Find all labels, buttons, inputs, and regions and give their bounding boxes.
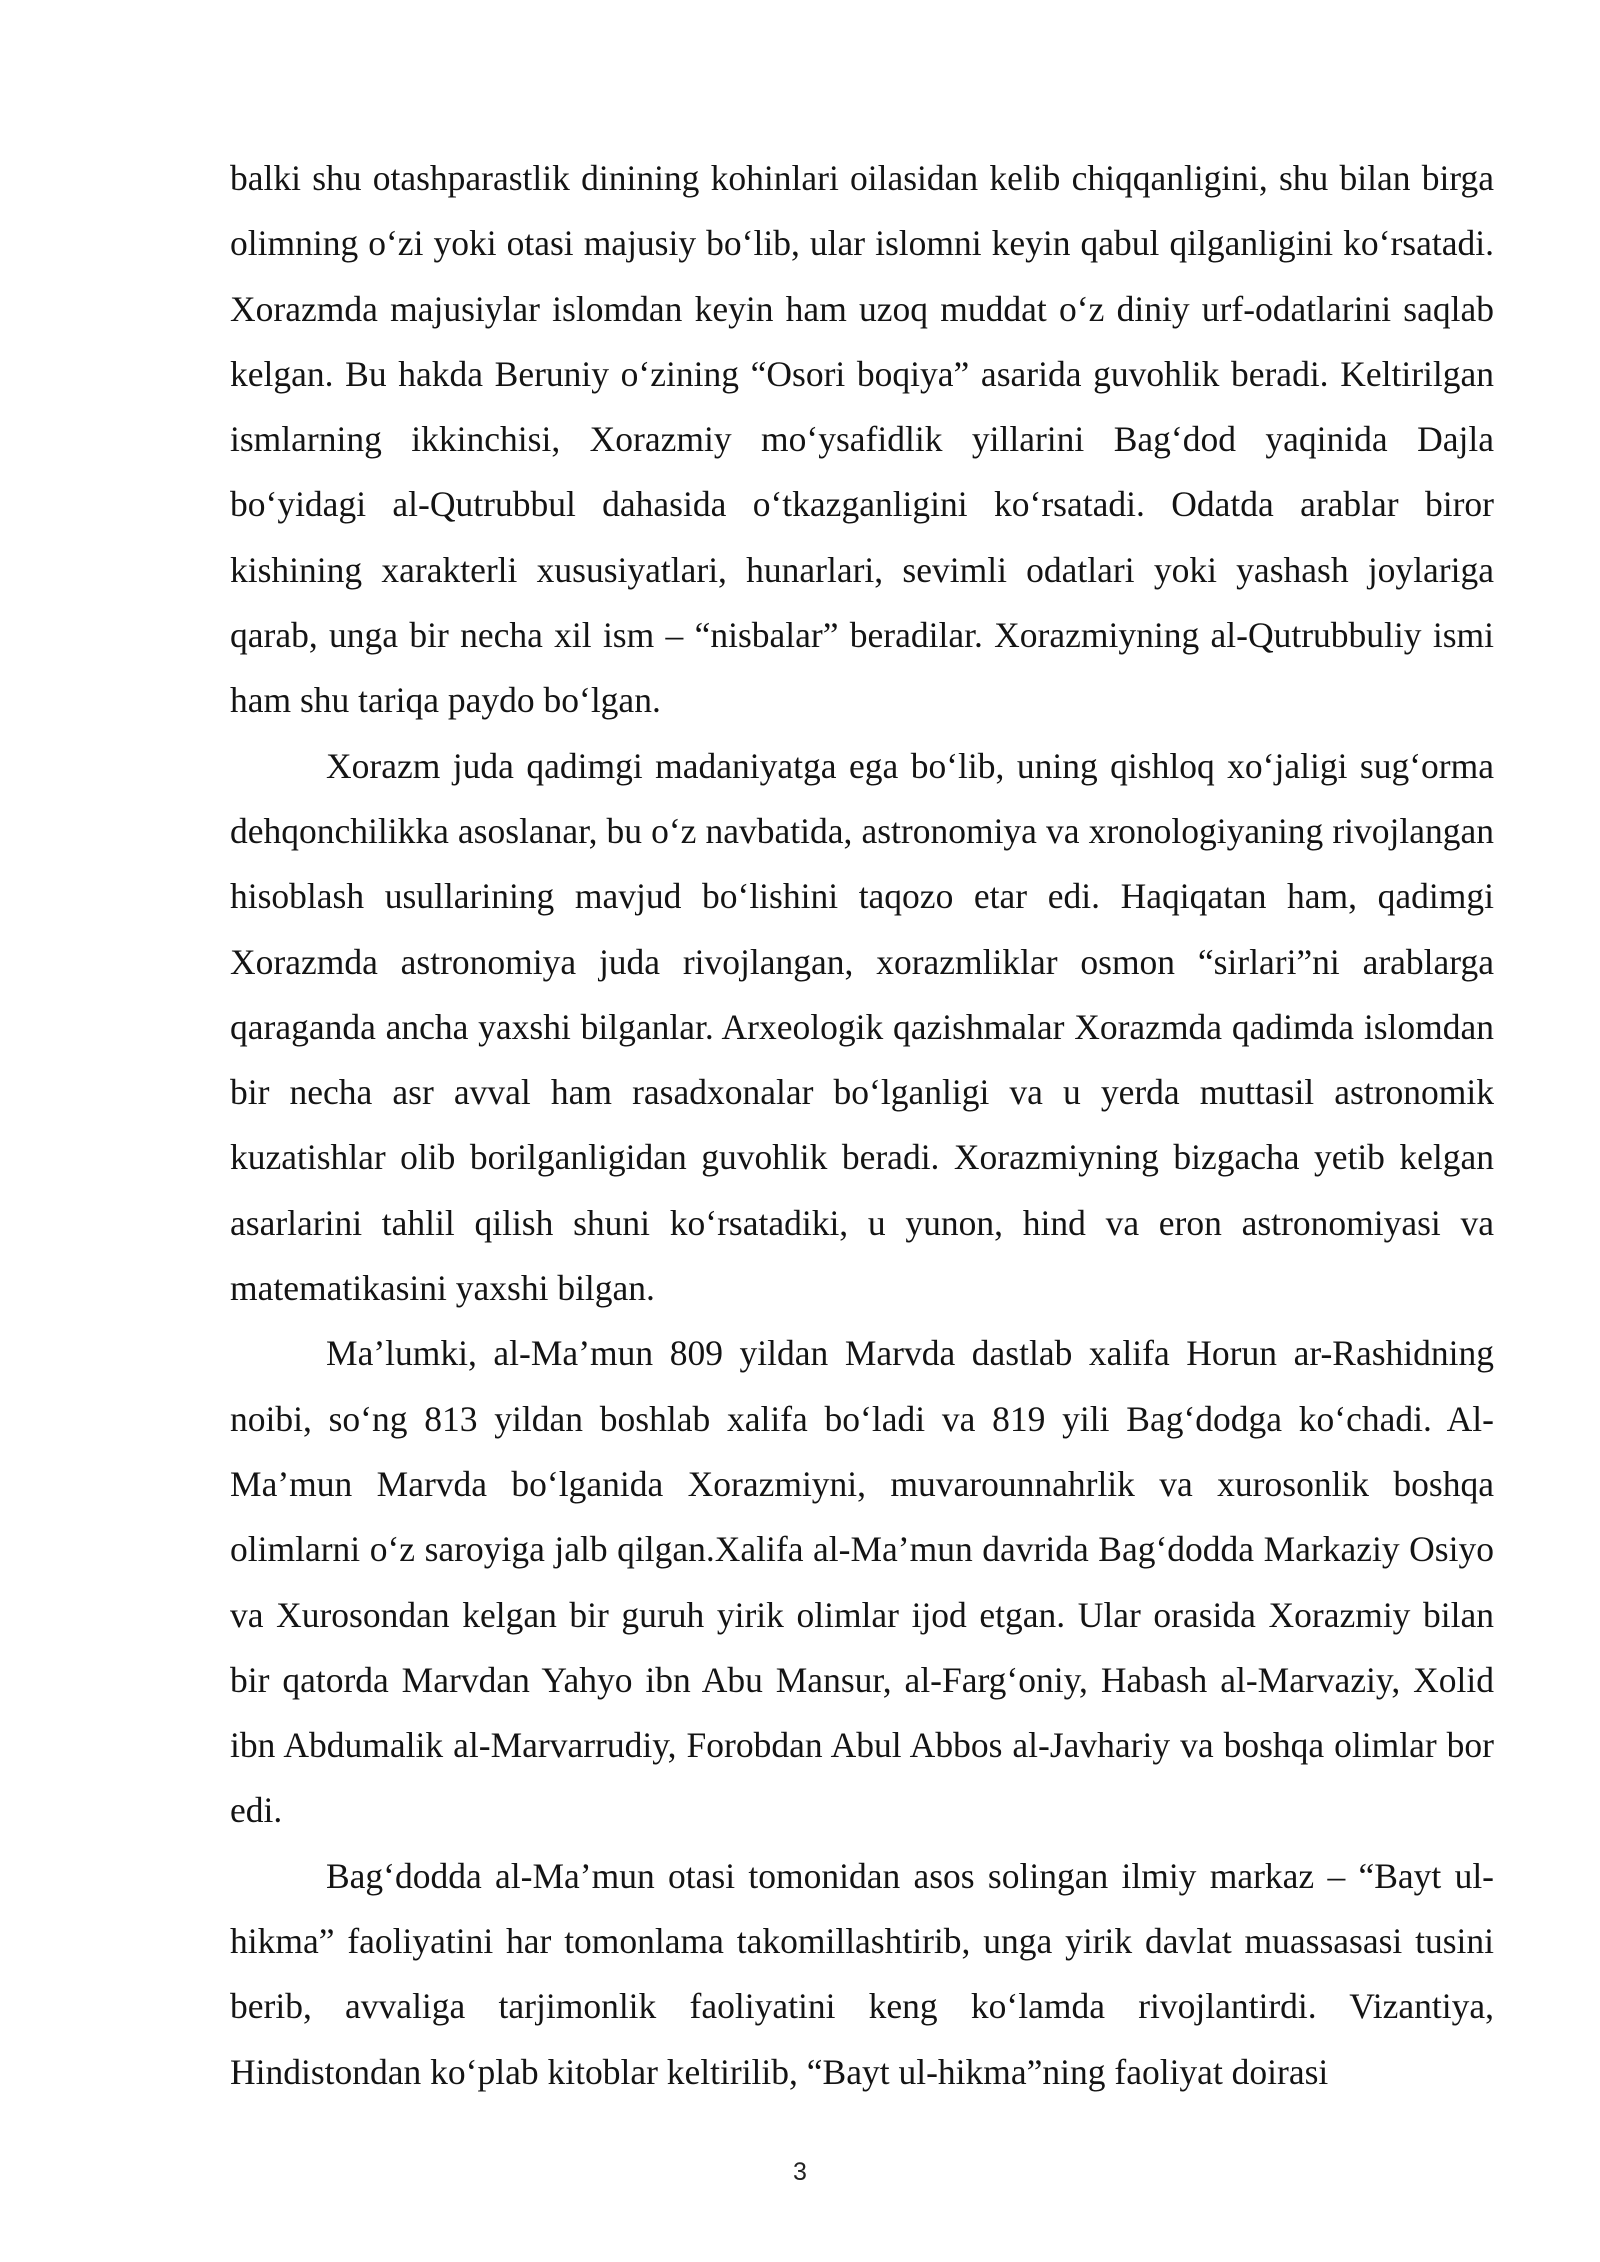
paragraph-continued: balki shu otashparastlik dinining kohinlari oilasidan kelib chiqqanligini, shu bilan birga olimning oʻzi yoki otasi majusiy boʻlib, ular islomni keyin qabul qilganligini koʻrsatadi. Xorazmda majusiylar islomdan keyin ham uzoq muddat oʻz diniy urf-odatlarini saqlab kelgan. Bu hakda Beruniy oʻzining “Osori boqiya” asarida guvohlik beradi. Keltirilgan ismlarning ikkinchisi, Xorazmiy moʻysafidlik yillarini Bagʻdod yaqinida Dajla boʻyidagi al-Qutrubbul dahasida oʻtkazganligini koʻrsatadi. Odatda arablar biror kishining xarakterli xususiyatlari, hunarlari, sevimli odatlari yoki yashash joylariga qarab, unga bir necha xil ism – “nisbalar” beradilar. Xorazmiyning al-Qutrubbuliy ismi ham shu tariqa paydo boʻlgan. — [230, 158, 1494, 721]
paragraph: Ma’lumki, al-Ma’mun 809 yildan Marvda dastlab xalifa Horun ar-Rashidning noibi, soʻng 813 yildan boshlab xalifa boʻladi va 819 yili Bagʻdodga koʻchadi. Al-Ma’mun Marvda boʻlganida Xorazmiyni, muvarounnahrlik va xurosonlik boshqa olimlarni oʻz saroyiga jalb qilgan.Xalifa al-Ma’mun davrida Bagʻdodda Markaziy Osiyo va Xurosondan kelgan bir guruh yirik olimlar ijod etgan. Ular orasida Xorazmiy bilan bir qatorda Marvdan Yahyo ibn Abu Mansur, al-Fargʻoniy, Habash al-Marvaziy, Xolid ibn Abdumalik al-Marvarrudiy, Forobdan Abul Abbos al-Javhariy va boshqa olimlar bor edi. — [230, 1333, 1494, 1831]
paragraph: Bagʻdodda al-Ma’mun otasi tomonidan asos solingan ilmiy markaz – “Bayt ul-hikma” faoliyatini har tomonlama takomillashtirib, unga yirik davlat muassasasi tusini berib, avvaliga tarjimonlik faoliyatini keng koʻlamda rivojlantirdi. Vizantiya, Hindistondan koʻplab kitoblar keltirilib, “Bayt ul-hikma”ning faoliyat doirasi — [230, 1855, 1494, 2092]
page-number: 3 — [793, 2158, 807, 2186]
body-text — [230, 146, 1494, 2105]
paragraph: Xorazm juda qadimgi madaniyatga ega boʻlib, uning qishloq xoʻjaligi sugʻorma dehqonchilikka asoslanar, bu oʻz navbatida, astronomiya va xronologiyaning rivojlangan hisoblash usullarining mavjud boʻlishini taqozo etar edi. Haqiqatan ham, qadimgi Xorazmda astronomiya juda rivojlangan, xorazmliklar osmon “sirlari”ni arablarga qaraganda ancha yaxshi bilganlar. Arxeologik qazishmalar Xorazmda qadimda islomdan bir necha asr avval ham rasadxonalar boʻlganligi va u yerda muttasil astronomik kuzatishlar olib borilganligidan guvohlik beradi. Xorazmiyning bizgacha yetib kelgan asarlarini tahlil qilish shuni koʻrsatadiki, u yunon, hind va eron astronomiyasi va matematikasini yaxshi bilgan. — [230, 745, 1494, 1309]
